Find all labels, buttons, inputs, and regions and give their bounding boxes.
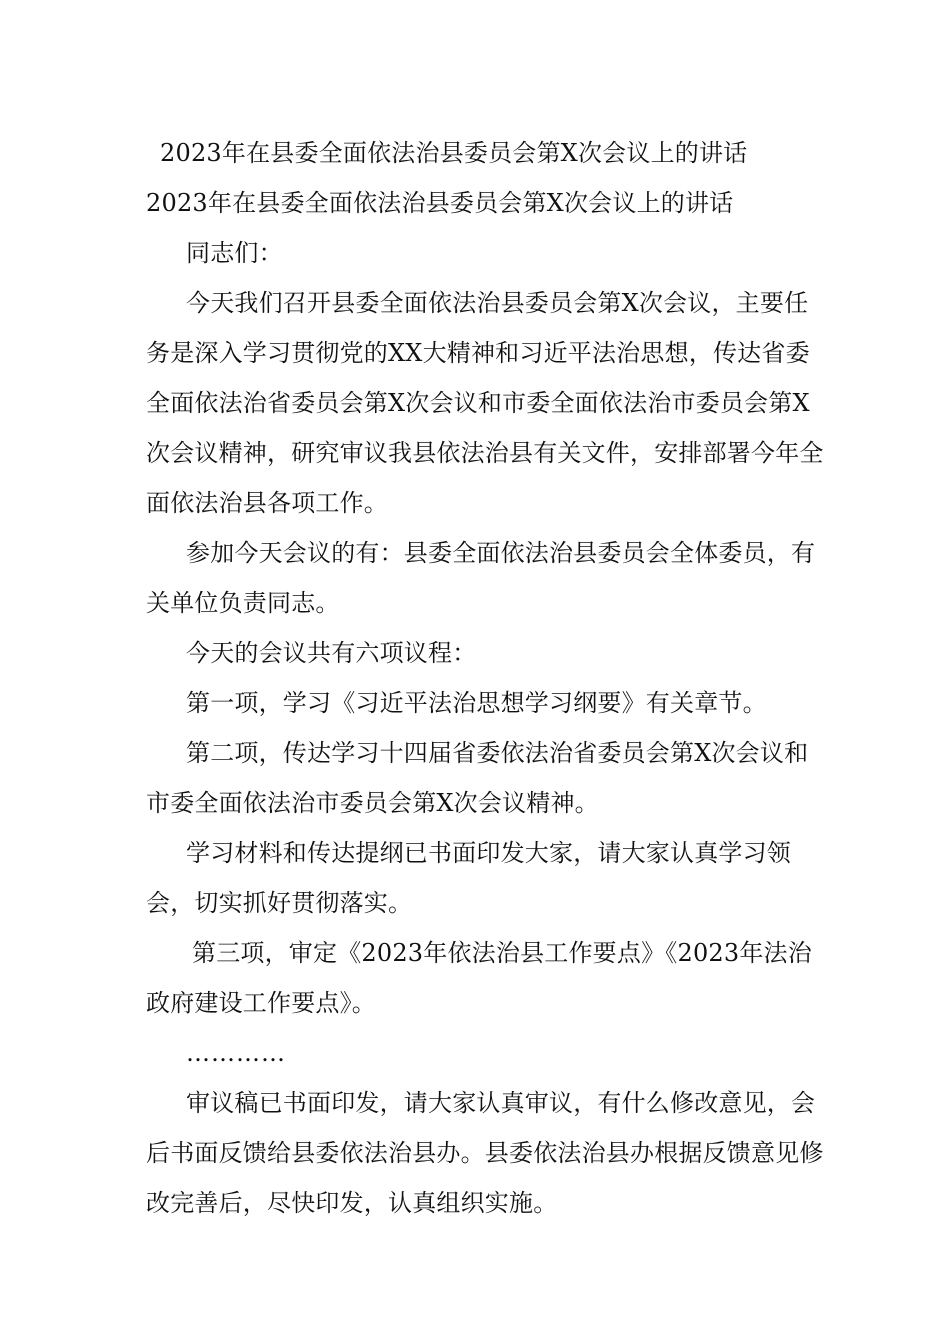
paragraph-agenda-item-2: 第二项，传达学习十四届省委依法治省委员会第X次会议和市委全面依法治市委员会第X次会议精神。	[146, 739, 809, 817]
paragraph-attendees: 参加今天会议的有：县委全面依法治县委员会全体委员，有关单位负责同志。	[146, 539, 816, 617]
paragraph-agenda-item-3: 第三项，审定《2023年依法治县工作要点》《2023年法治政府建设工作要点》。	[146, 939, 812, 1017]
paragraph-opening: 今天我们召开县委全面依法治县委员会第X次会议，主要任务是深入学习贯彻党的XX大精神和习近平法治思想，传达省委全面依法治省委员会第X次会议和市委全面依法治市委员会第X次会议精神，研究审议我县依法治县有关文件，安排部署今年全面依法治县各项工作。	[146, 289, 824, 517]
document-body	[146, 128, 826, 1228]
paragraph-study-materials: 学习材料和传达提纲已书面印发大家，请大家认真学习领会，切实抓好贯彻落实。	[146, 839, 791, 917]
ellipsis-line: …………	[186, 1039, 286, 1067]
salutation: 同志们：	[186, 239, 283, 267]
paragraph-review-drafts: 审议稿已书面印发，请大家认真审议，有什么修改意见，会后书面反馈给县委依法治县办。县委依法治县办根据反馈意见修改完善后，尽快印发，认真组织实施。	[146, 1089, 824, 1217]
paragraph-agenda-intro: 今天的会议共有六项议程：	[186, 639, 477, 667]
paragraph-agenda-item-1: 第一项，学习《习近平法治思想学习纲要》有关章节。	[186, 689, 767, 717]
document-title-line-1: 2023年在县委全面依法治县委员会第X次会议上的讲话	[160, 139, 748, 167]
document-title-line-2: 2023年在县委全面依法治县委员会第X次会议上的讲话	[146, 189, 734, 217]
